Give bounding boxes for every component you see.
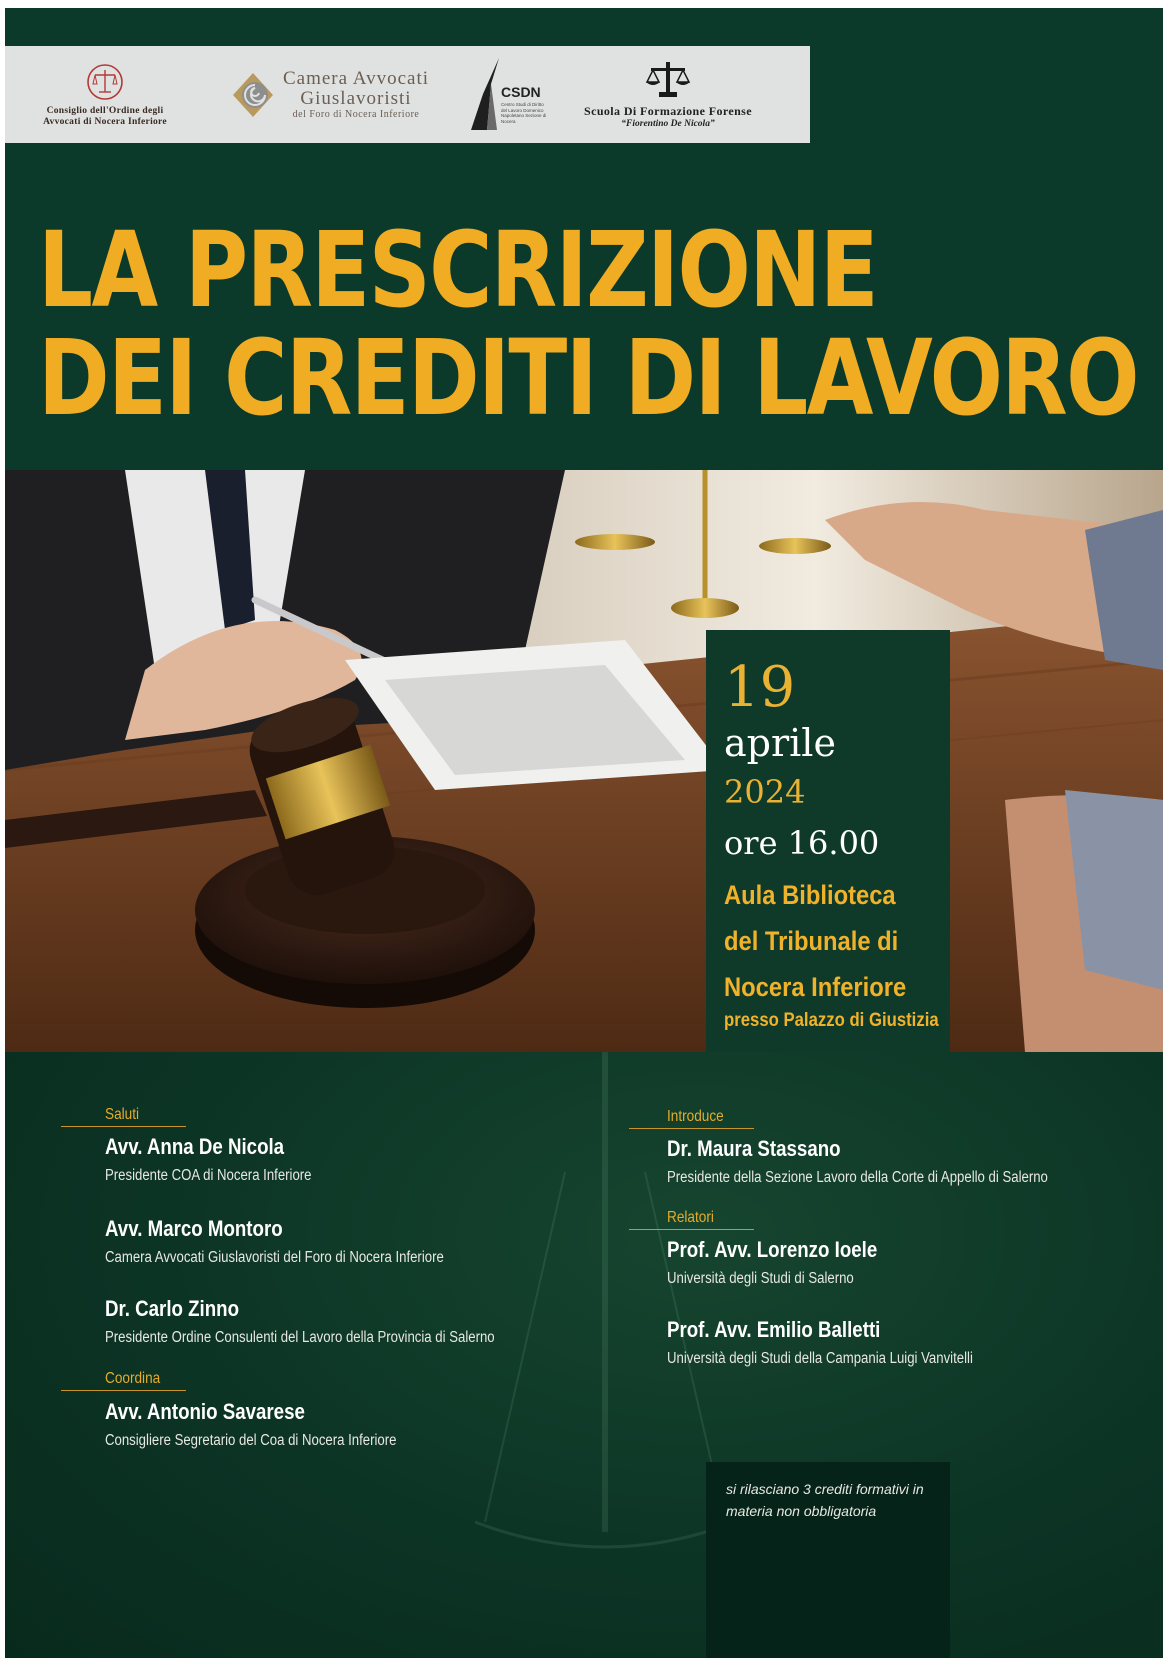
program-section [5,1052,1163,1658]
page-title [38,209,1138,439]
event-location-line3: Nocera Inferiore [724,972,907,1002]
speaker-name-ioele: Prof. Avv. Lorenzo Ioele [667,1237,878,1262]
relatori-label: Relatori [667,1209,714,1226]
speaker-role-ioele: Università degli Studi di Salerno [667,1270,854,1287]
relatori-rule [629,1229,754,1230]
spiral-emblem-icon [229,69,277,121]
coa-logo-line1: Consiglio dell'Ordine degli [46,105,164,116]
speaker-role-stassano: Presidente della Sezione Lavoro della Corte di Appello di Salerno [667,1169,1048,1186]
csdn-logo-name: CSDN [501,84,541,100]
speaker-role-zinno: Presidente Ordine Consulenti del Lavoro della Provincia di Salerno [105,1329,495,1346]
speaker-role-balletti: Università degli Studi della Campania Luigi Vanvitelli [667,1350,973,1367]
credits-line2: materia non obbligatoria [726,1503,877,1519]
hero-photo [5,470,1163,1052]
saluti-label: Saluti [105,1106,140,1123]
event-info-box [706,630,950,1052]
event-location-line1: Aula Biblioteca [724,880,896,910]
title-line2: DEI CREDITI DI LAVORO [38,317,1138,439]
speaker-name-montoro: Avv. Marco Montoro [105,1216,283,1241]
cag-logo-line2: Giuslavoristi [300,88,412,109]
credits-note [706,1462,950,1658]
sff-logo-line1: Scuola Di Formazione Forense [584,104,752,118]
cag-logo [205,46,453,143]
speaker-role-montoro: Camera Avvocati Giuslavoristi del Foro di Nocera Inferiore [105,1249,444,1266]
csdn-emblem-icon [461,54,501,134]
scales-of-justice-icon [645,60,691,100]
event-year: 2024 [724,773,806,811]
speaker-name-balletti: Prof. Avv. Emilio Balletti [667,1317,881,1342]
poster [5,8,1163,1658]
event-day: 19 [724,655,796,720]
title-line1: LA PRESCRIZIONE [38,209,878,331]
coa-logo-line2: Avvocati di Nocera Inferiore [43,116,167,127]
event-time: ore 16.00 [724,824,880,862]
speaker-name-zinno: Dr. Carlo Zinno [105,1296,240,1321]
introduce-label: Introduce [667,1108,724,1125]
speaker-role-savarese: Consigliere Segretario del Coa di Nocera Inferiore [105,1432,397,1449]
sff-logo [543,46,793,143]
scales-icon [85,62,125,102]
speaker-name-de-nicola: Avv. Anna De Nicola [105,1134,285,1159]
speaker-name-stassano: Dr. Maura Stassano [667,1136,841,1161]
cag-logo-line3: del Foro di Nocera Inferiore [292,109,420,120]
event-location-sub: presso Palazzo di Giustizia [724,1010,939,1031]
speaker-name-savarese: Avv. Antonio Savarese [105,1399,305,1424]
saluti-rule [61,1126,186,1127]
logo-strip [5,46,810,143]
cag-logo-line1: Camera Avvocati [282,68,429,89]
event-month: aprile [724,721,836,765]
coordina-rule [61,1390,186,1391]
csdn-logo-sub: Centro Studi di Diritto del Lavoro Domenico Napoletano Sezione di Nocera [501,102,547,124]
coa-logo [5,46,205,143]
speaker-role-de-nicola: Presidente COA di Nocera Inferiore [105,1167,312,1184]
coordina-label: Coordina [105,1370,161,1387]
gavel-desk-illustration [5,470,1163,1052]
event-location-line2: del Tribunale di [724,926,899,956]
credits-line1: si rilasciano 3 crediti formativi in [726,1481,924,1497]
sff-logo-line2: “Fiorentino De Nicola” [621,119,715,129]
csdn-logo [453,46,547,143]
introduce-rule [629,1128,754,1129]
